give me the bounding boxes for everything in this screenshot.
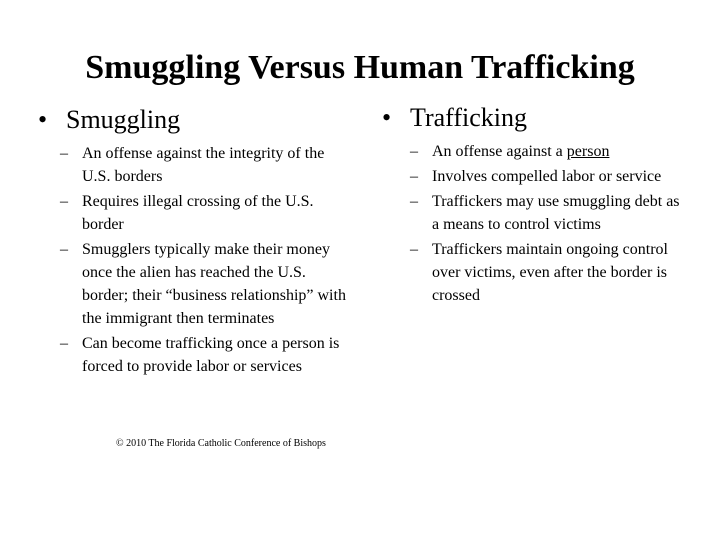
trafficking-heading: Trafficking [410,103,527,132]
list-item-text: Requires illegal crossing of the U.S. border [82,193,314,233]
smuggling-heading-row [38,104,388,136]
dash-icon: – [60,241,68,258]
list-item [410,238,702,307]
list-item-text: Can become trafficking once a person is forced to provide labor or services [82,335,340,375]
list-item [60,190,388,236]
trafficking-heading-row [382,102,702,134]
copyright-footer: © 2010 The Florida Catholic Conference of Bishops [116,438,326,449]
list-item-text: Traffickers maintain ongoing control over victims, even after the border is crossed [432,241,668,304]
smuggling-column [38,104,388,380]
bullet-icon: • [382,103,392,132]
underlined-word: person [566,143,610,160]
list-item-text-prefix: An offense against a [432,143,567,160]
dash-icon: – [410,168,418,185]
list-item-text: Involves compelled labor or service [432,168,662,185]
list-item [410,165,702,188]
smuggling-list [60,142,388,378]
smuggling-heading: Smuggling [66,105,181,134]
dash-icon: – [60,145,68,162]
list-item [60,142,388,188]
list-item-text: Smugglers typically make their money once the alien has reached the U.S. border; their “business relationship” with the immigrant then terminates [82,241,346,327]
dash-icon: – [60,335,68,352]
list-item [60,238,388,330]
list-item-text: Traffickers may use smuggling debt as a means to control victims [432,193,680,233]
dash-icon: – [410,241,418,258]
list-item [410,190,702,236]
slide-title: Smuggling Versus Human Trafficking [85,49,635,86]
list-item-text: An offense against the integrity of the U.S. borders [82,145,325,185]
bullet-icon: • [38,105,48,134]
list-item [60,332,388,378]
trafficking-column [382,102,702,309]
dash-icon: – [410,193,418,210]
list-item-text [432,140,682,163]
dash-icon: – [410,143,418,160]
trafficking-list [410,140,702,307]
dash-icon: – [60,193,68,210]
list-item [410,140,702,163]
